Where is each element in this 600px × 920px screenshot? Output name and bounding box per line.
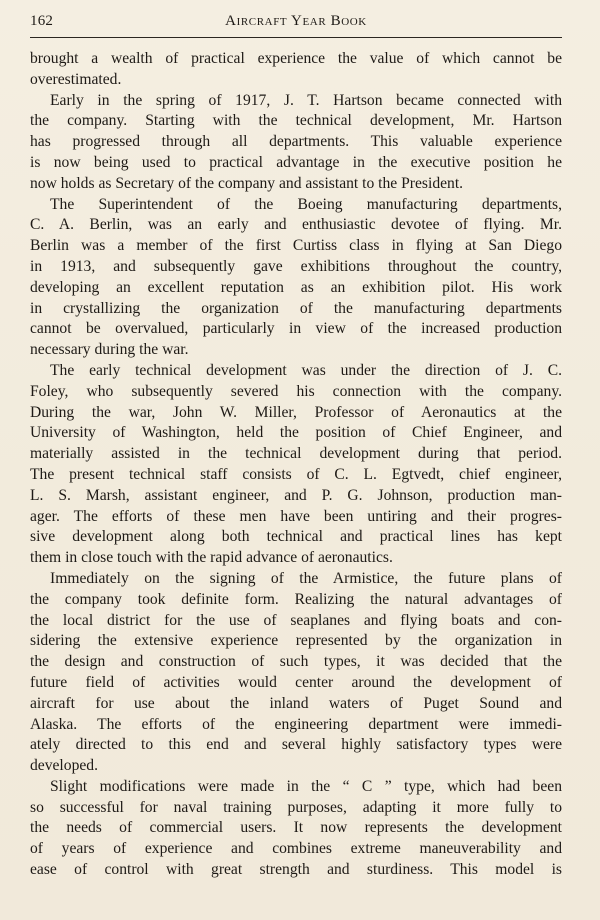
text-line: University of Washington, held the position of Chief Engineer, and bbox=[30, 424, 562, 442]
text-line: overestimated. bbox=[30, 70, 122, 88]
text-line: future field of activities would center around the development of bbox=[30, 673, 562, 691]
text-line: Berlin was a member of the first Curtiss class in flying at San Diego bbox=[30, 237, 562, 255]
text-line: Early in the spring of 1917, J. T. Hartson became connected with bbox=[50, 91, 562, 109]
text-line: The present technical staff consists of C. L. Egtvedt, chief engineer, bbox=[30, 465, 562, 483]
text-line: the company. Starting with the technical development, Mr. Hartson bbox=[30, 112, 562, 130]
running-title: Aircraft Year Book bbox=[225, 13, 367, 29]
text-line: of years of experience and combines extreme maneuverability and bbox=[30, 840, 562, 858]
text-line: aircraft for use about the inland waters of Puget Sound and bbox=[30, 694, 562, 712]
text-line: in 1913, and subsequently gave exhibitions throughout the country, bbox=[30, 257, 562, 275]
text-line: has progressed through all departments. This valuable experience bbox=[30, 133, 562, 151]
text-line: Alaska. The efforts of the engineering department were immedi- bbox=[30, 715, 562, 733]
text-line: Immediately on the signing of the Armistice, the future plans of bbox=[50, 569, 562, 587]
running-head bbox=[30, 13, 562, 35]
text-line: ease of control with great strength and sturdiness. This model is bbox=[30, 861, 562, 879]
text-line: brought a wealth of practical experience the value of which cannot be bbox=[30, 50, 562, 67]
text-line: developed. bbox=[30, 757, 98, 775]
text-line: the design and construction of such types, it was decided that the bbox=[30, 653, 562, 671]
text-line: During the war, John W. Miller, Professor of Aeronautics at the bbox=[30, 403, 562, 421]
text-line: L. S. Marsh, assistant engineer, and P. G. Johnson, production man- bbox=[30, 486, 562, 504]
text-line: ately directed to this end and several highly satisfactory types were bbox=[30, 736, 562, 754]
body-text bbox=[30, 49, 562, 881]
text-line: developing an excellent reputation as an exhibition pilot. His work bbox=[30, 278, 562, 296]
text-line: The Superintendent of the Boeing manufacturing departments, bbox=[50, 195, 562, 213]
text-line: them in close touch with the rapid advance of aeronautics. bbox=[30, 549, 393, 567]
text-line: is now being used to practical advantage in the executive position he bbox=[30, 153, 562, 171]
text-line: so successful for naval training purposes, adapting it more fully to bbox=[30, 798, 562, 816]
text-line: sidering the extensive experience represented by the organization in bbox=[30, 632, 562, 650]
text-line: now holds as Secretary of the company and assistant to the President. bbox=[30, 174, 464, 192]
text-line: in crystallizing the organization of the manufacturing departments bbox=[30, 299, 562, 317]
text-line: Foley, who subsequently severed his connection with the company. bbox=[30, 382, 562, 400]
page-number: 162 bbox=[30, 13, 54, 29]
text-line: ager. The efforts of these men have been untiring and their progres- bbox=[30, 507, 562, 525]
text-line: the company took definite form. Realizing the natural advantages of bbox=[30, 590, 562, 608]
text-line: C. A. Berlin, was an early and enthusiastic devotee of flying. Mr. bbox=[30, 216, 562, 234]
text-line: necessary during the war. bbox=[30, 341, 189, 359]
header-rule bbox=[30, 37, 562, 38]
text-line: Slight modifications were made in the “ C ” type, which had been bbox=[50, 777, 562, 795]
text-line: cannot be overvalued, particularly in view of the increased production bbox=[30, 320, 562, 338]
text-line: The early technical development was under the direction of J. C. bbox=[50, 361, 562, 379]
text-line: the needs of commercial users. It now represents the development bbox=[30, 819, 562, 837]
text-line: sive development along both technical and practical lines has kept bbox=[30, 528, 562, 546]
text-line: materially assisted in the technical development during that period. bbox=[30, 445, 562, 463]
text-line: the local district for the use of seaplanes and flying boats and con- bbox=[30, 611, 562, 629]
